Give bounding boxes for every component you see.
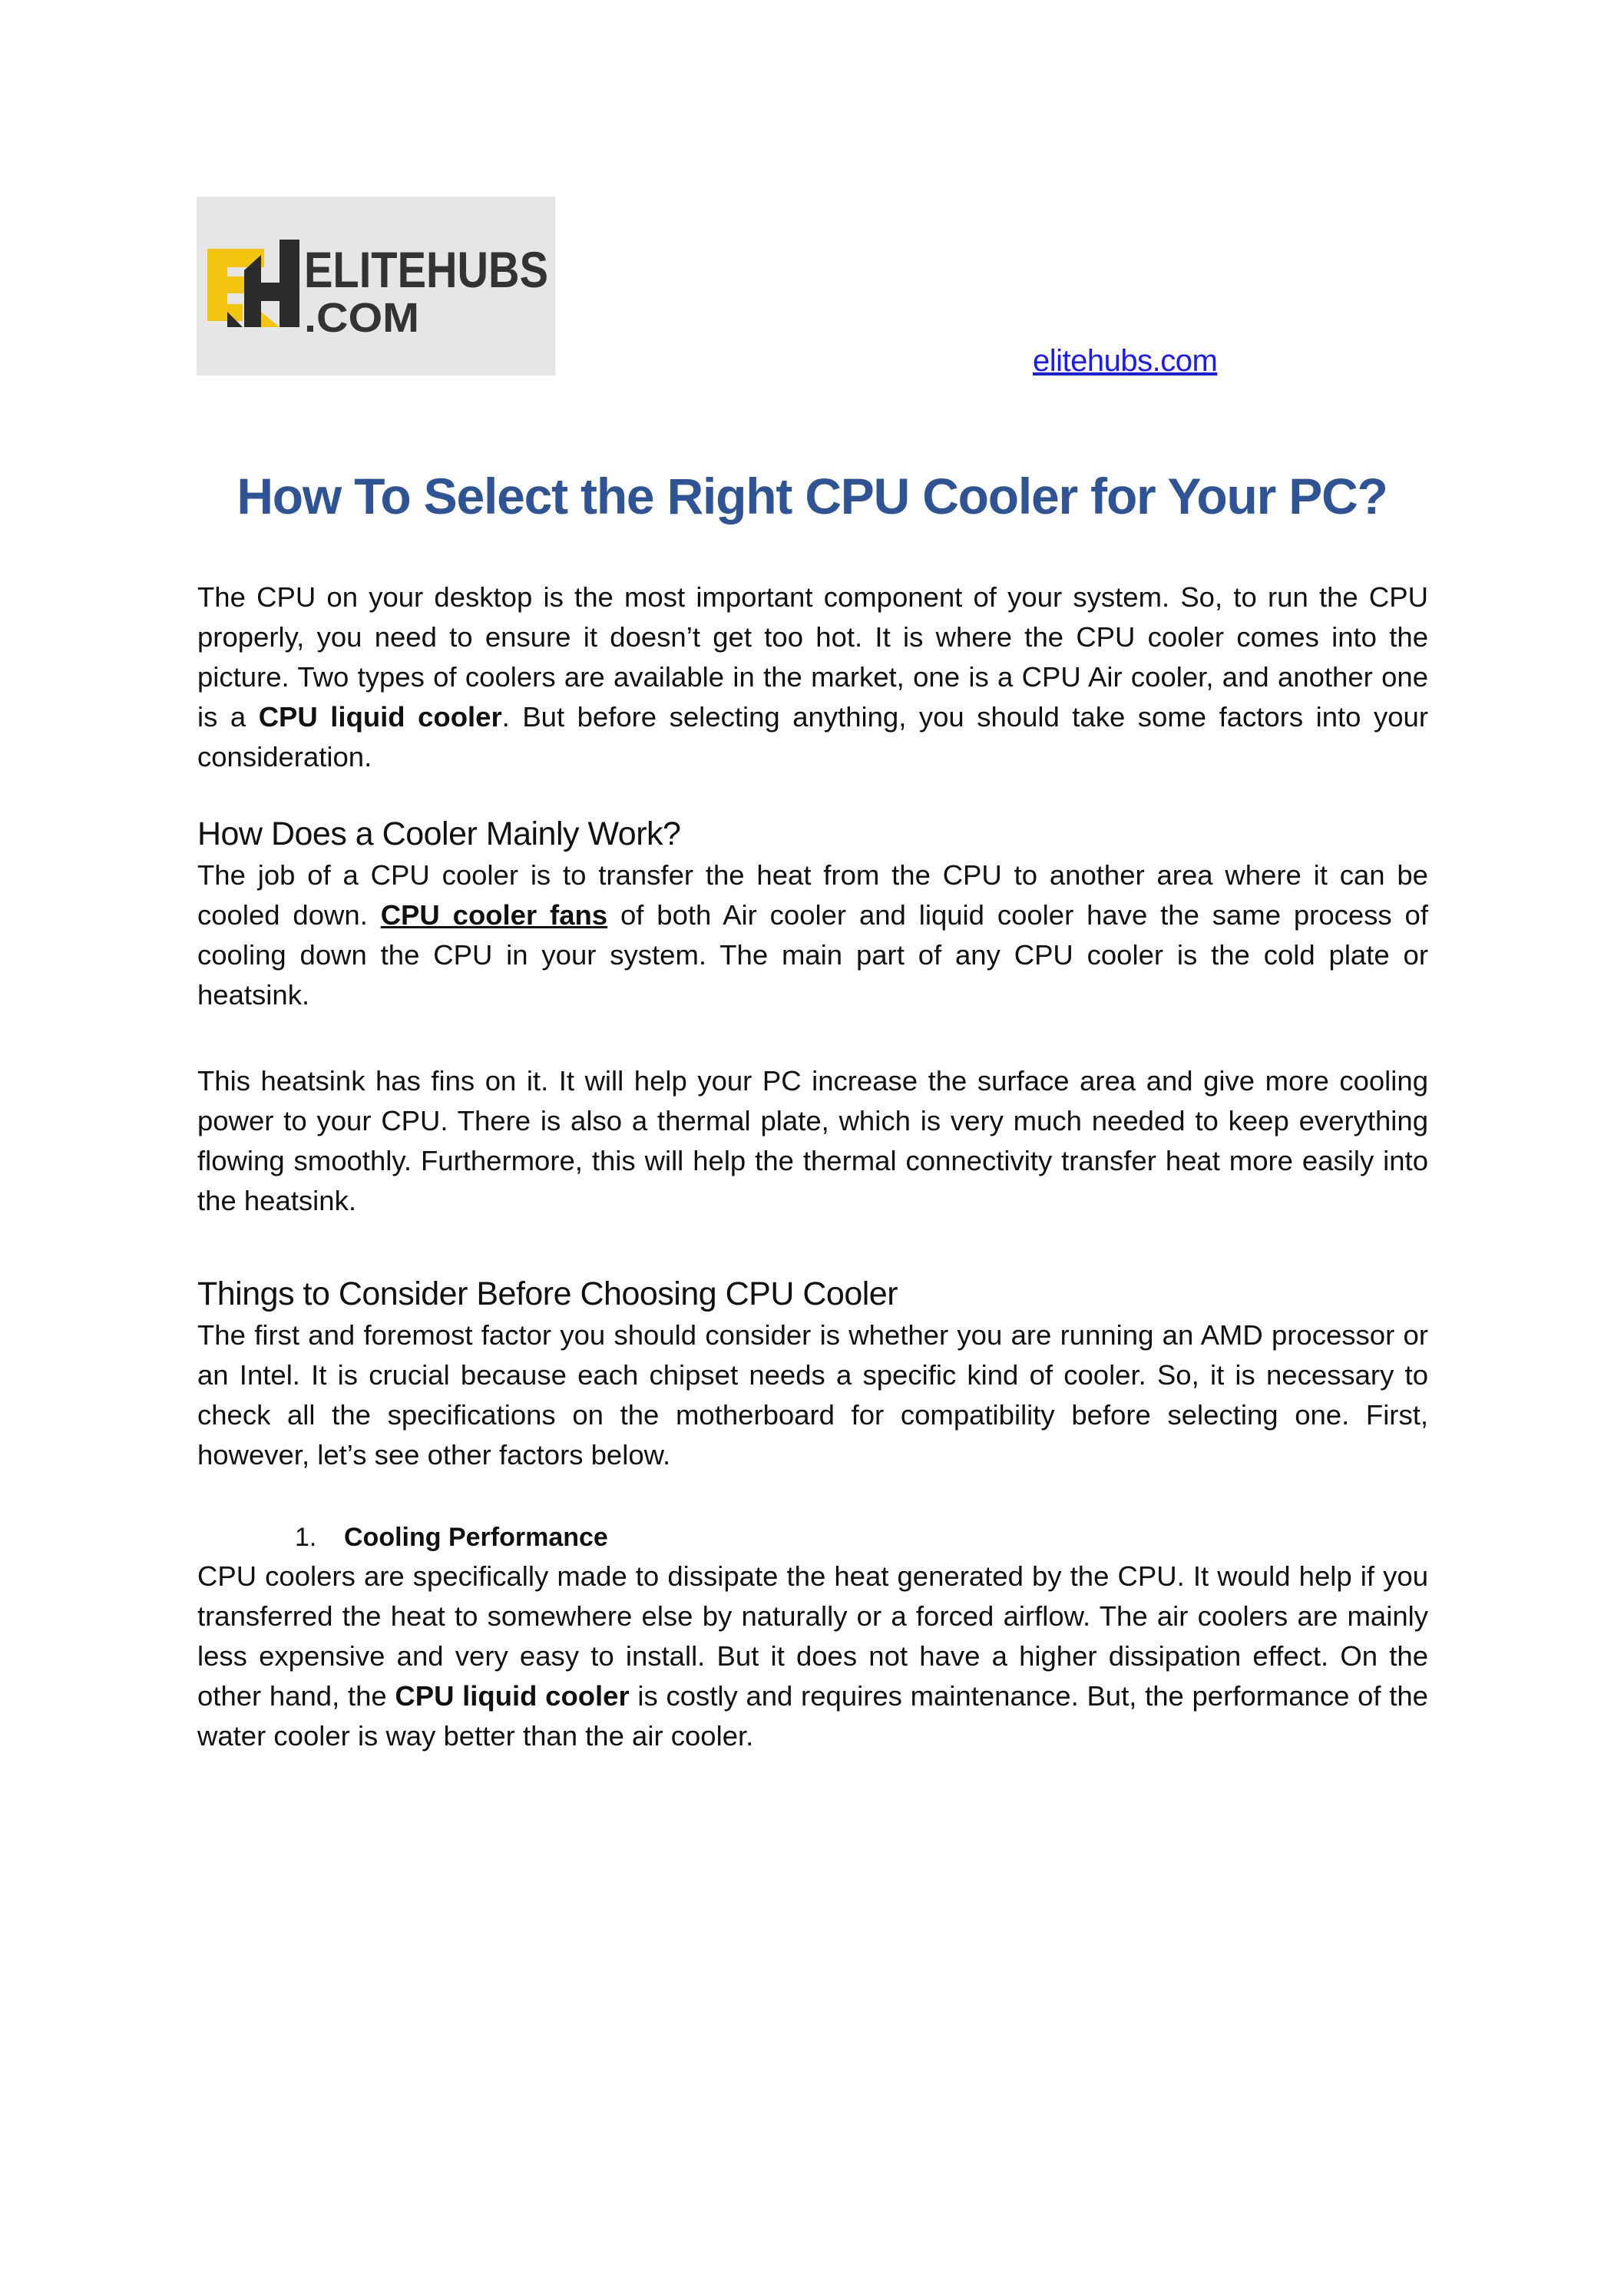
section2-p2-after: is costly and requires maintenance. But, the performance of the water cooler is way better than the air cooler. (197, 1680, 1428, 1752)
section1-heading: How Does a Cooler Mainly Work? (197, 816, 681, 852)
section2-paragraph-1: The first and foremost factor you should consider is whether you are running an AMD processor or an Intel. It is crucial because each chipset needs a specific kind of cooler. So, it is necessary to check all the specifications on the motherboard for compatibility before selecting one. First, however, let’s see other factors below. (197, 1319, 1428, 1471)
site-link[interactable]: elitehubs.com (1033, 344, 1218, 378)
intro-text-before: The CPU on your desktop is the most important component of your system. So, to run the CPU properly, you need to ensure it doesn’t get too hot. It is where the CPU cooler comes into the picture. Two types of coolers are available in the market, one is a CPU Air cooler, and another one is a (197, 581, 1428, 733)
section1-second-block (197, 1061, 1428, 1221)
section2-p2-bold-term: CPU liquid cooler (395, 1680, 630, 1712)
cpu-cooler-fans-link[interactable]: CPU cooler fans (380, 899, 608, 931)
intro-bold-term: CPU liquid cooler (258, 701, 502, 733)
list-item-label: Cooling Performance (344, 1523, 608, 1552)
intro-paragraph (197, 577, 1428, 777)
section1-p1-before: The job of a CPU cooler is to transfer the heat from the CPU to another area where it can be cooled down. (197, 859, 1428, 931)
list-item-number: 1. (295, 1523, 317, 1552)
section2-paragraph-2 (197, 1557, 1428, 1756)
logo-graphic (197, 197, 555, 375)
list-item-cooling-performance (197, 1518, 1428, 1557)
section2-heading: Things to Consider Before Choosing CPU Cooler (197, 1275, 898, 1312)
elitehubs-logo (197, 197, 555, 375)
logo-text-line2: .COM (304, 295, 419, 341)
logo-text-line1: ELITEHUBS (304, 241, 548, 298)
section1-paragraph-2: This heatsink has fins on it. It will help your PC increase the surface area and give more cooling power to your CPU. There is also a thermal plate, which is very much needed to keep everything flowing smoothly. Furthermore, this will help the thermal connectivity transfer heat more easily into the heatsink. (197, 1065, 1428, 1216)
page-title: How To Select the Right CPU Cooler for Your PC? (236, 468, 1388, 524)
section2-p2-before: CPU coolers are specifically made to dissipate the heat generated by the CPU. It would help if you transferred the heat to somewhere else by naturally or a forced airflow. The air coolers are mainly less expensive and very easy to install. But it does not have a higher dissipation effect. On the other hand, the (197, 1560, 1428, 1712)
intro-text-after: . But before selecting anything, you should take some factors into your consideration. (197, 701, 1428, 773)
section1-p1-after: of both Air cooler and liquid cooler have the same process of cooling down the CPU in your system. The main part of any CPU cooler is the cold plate or heatsink. (197, 899, 1428, 1011)
section-how-cooler-works (197, 812, 1428, 1015)
section2-list-block (197, 1518, 1428, 1756)
section1-paragraph-1 (197, 855, 1428, 1015)
section-things-to-consider (197, 1272, 1428, 1475)
intro-block (197, 577, 1428, 777)
